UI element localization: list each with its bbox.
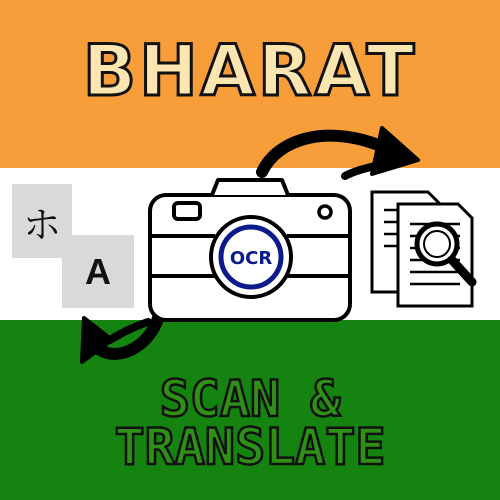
subtitle-line-1: SCAN &: [159, 370, 341, 428]
source-language-tile: ホ: [12, 184, 72, 258]
document-search-icon: [372, 192, 472, 306]
target-language-tile: A: [62, 235, 134, 308]
curved-arrow-icon: [262, 128, 418, 176]
camera-icon: [150, 180, 350, 320]
subtitle-line-2: TRANSLATE: [114, 418, 386, 476]
return-arrow-icon: [82, 318, 158, 362]
lens-label: OCR: [229, 248, 273, 269]
app-title: BHARAT: [82, 30, 418, 112]
